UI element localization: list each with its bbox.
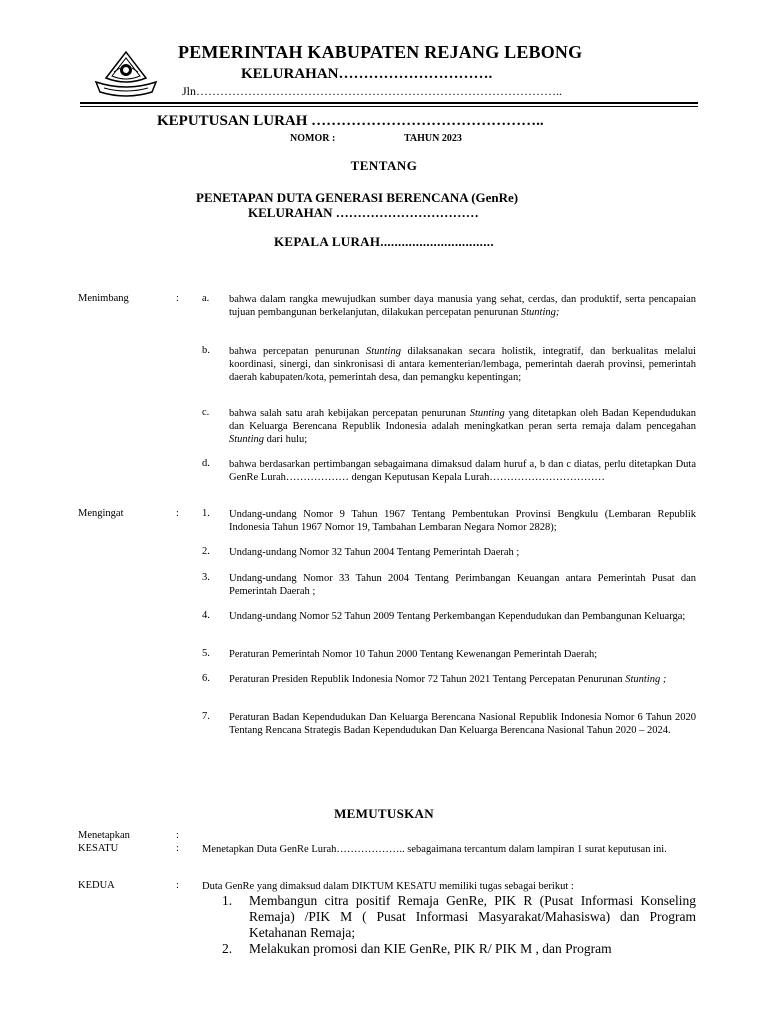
mengingat-4-marker: 4.	[202, 610, 210, 621]
mengingat-6-marker: 6.	[202, 673, 210, 684]
mengingat-colon: :	[176, 508, 179, 519]
decree-year: TAHUN 2023	[404, 133, 462, 144]
mengingat-3-text: Undang-undang Nomor 33 Tahun 2004 Tentang Perimbangan Keuangan antara Pemerintah Pusat dan Pemerintah Daerah ;	[229, 573, 696, 597]
task-1-text: Membangun citra positif Remaja GenRe, PIK R (Pusat Informasi Konseling Remaja) /PIK M ( Pusat Informasi Masyarakat/Mahasiswa) dan Program Ketahanan Remaja;	[249, 893, 696, 940]
menetapkan-label: Menetapkan	[78, 830, 130, 841]
kelurahan-name: KELURAHAN………………………….	[241, 66, 493, 82]
menimbang-b-marker: b.	[202, 345, 210, 356]
mengingat-3-marker: 3.	[202, 572, 210, 583]
office-address: Jln………………………………………………………………………………..	[182, 84, 563, 98]
kedua-label: KEDUA	[78, 880, 115, 891]
memutuskan-heading: MEMUTUSKAN	[334, 806, 434, 821]
task-2-marker: 2.	[222, 941, 233, 956]
task-1-marker: 1.	[222, 893, 233, 908]
decree-subject-line2: KELURAHAN ……………………………	[248, 205, 479, 220]
kedua-colon: :	[176, 880, 179, 891]
task-item	[222, 941, 696, 957]
menimbang-b-text: bahwa percepatan penurunan Stunting dilaksanakan secara holistik, integratif, dan berkualitas melalui koordinasi, sinergi, dan sinkronisasi di antara kementerian/lembaga, pemerintah daerah provinsi, pemerintah daerah kabupaten/kota, pemerintah desa, dan pemangku kepentingan;	[229, 346, 697, 383]
menimbang-colon: :	[176, 293, 179, 304]
kedua-text: Duta GenRe yang dimaksud dalam DIKTUM KESATU memiliki tugas sebagai berikut :	[202, 881, 574, 892]
menimbang-a-text: bahwa dalam rangka mewujudkan sumber daya manusia yang sehat, cerdas, dan produktif, serta pencapaian tujuan pembangunan berkelanjutan, dilakukan percepatan penurunan Stunting;	[229, 294, 696, 318]
mengingat-1-text: Undang-undang Nomor 9 Tahun 1967 Tentang Pembentukan Provinsi Bengkulu (Lembaran Republik Indonesia Tahun 1967 Nomor 19, Tambahan Lembaran Negara Nomor 2828);	[229, 509, 696, 533]
mengingat-2-marker: 2.	[202, 546, 210, 557]
mengingat-6-text: Peraturan Presiden Republik Indonesia Nomor 72 Tahun 2021 Tentang Percepatan Penurunan Stunting ;	[229, 674, 667, 685]
kesatu-text: Menetapkan Duta GenRe Lurah……………….. sebagaimana tercantum dalam lampiran 1 surat keputusan ini.	[202, 844, 667, 855]
menimbang-d-marker: d.	[202, 458, 210, 469]
mengingat-7-text: Peraturan Badan Kependudukan Dan Keluarga Berencana Nasional Republik Indonesia Nomor 6 Tahun 2020 Tentang Rencana Strategis Badan Kependudukan Dan Keluarga Berencana Nasional Tahun 2020 – 2024.	[229, 712, 696, 736]
regency-emblem-icon	[94, 48, 158, 98]
decree-subject-line1: PENETAPAN DUTA GENERASI BERENCANA (GenRe)	[196, 190, 519, 205]
kesatu-colon: :	[176, 843, 179, 854]
task-2-text: Melakukan promosi dan KIE GenRe, PIK R/ PIK M , dan Program	[249, 941, 612, 956]
kesatu-label: KESATU	[78, 843, 119, 854]
menimbang-c-marker: c.	[202, 407, 210, 418]
menimbang-c-text: bahwa salah satu arah kebijakan percepatan penurunan Stunting yang ditetapkan oleh Badan Kependudukan dan Keluarga Berencana Republik Indonesia adalah meningkatkan peran serta remaja dalam pencegahan Stunting dari hulu;	[229, 408, 696, 445]
mengingat-1-marker: 1.	[202, 508, 210, 519]
letterhead-divider	[80, 102, 698, 107]
mengingat-4-text: Undang-undang Nomor 52 Tahun 2009 Tentang Perkembangan Kependudukan dan Pembangunan Keluarga;	[229, 611, 686, 622]
mengingat-2-text: Undang-undang Nomor 32 Tahun 2004 Tentang Pemerintah Daerah ;	[229, 547, 520, 558]
mengingat-5-text: Peraturan Pemerintah Nomor 10 Tahun 2000 Tentang Kewenangan Pemerintah Daerah;	[229, 649, 598, 660]
tentang-heading: TENTANG	[350, 158, 418, 173]
decree-number-label: NOMOR :	[290, 133, 336, 144]
menimbang-label: Menimbang	[78, 293, 129, 304]
mengingat-7-marker: 7.	[202, 711, 210, 722]
mengingat-5-marker: 5.	[202, 648, 210, 659]
menimbang-d-text: bahwa berdasarkan pertimbangan sebagaimana dimaksud dalam huruf a, b dan c diatas, perlu ditetapkan Duta GenRe Lurah……………… dengan Keputusan Kepala Lurah……………………………	[229, 459, 696, 483]
menetapkan-colon: :	[176, 830, 179, 841]
issuer-heading: KEPALA LURAH................................	[274, 234, 494, 249]
menimbang-a-marker: a.	[202, 293, 210, 304]
decree-title: KEPUTUSAN LURAH ………………………………………..	[157, 113, 544, 129]
government-name: PEMERINTAH KABUPATEN REJANG LEBONG	[178, 42, 583, 62]
mengingat-label: Mengingat	[78, 508, 124, 519]
task-item	[222, 893, 696, 941]
